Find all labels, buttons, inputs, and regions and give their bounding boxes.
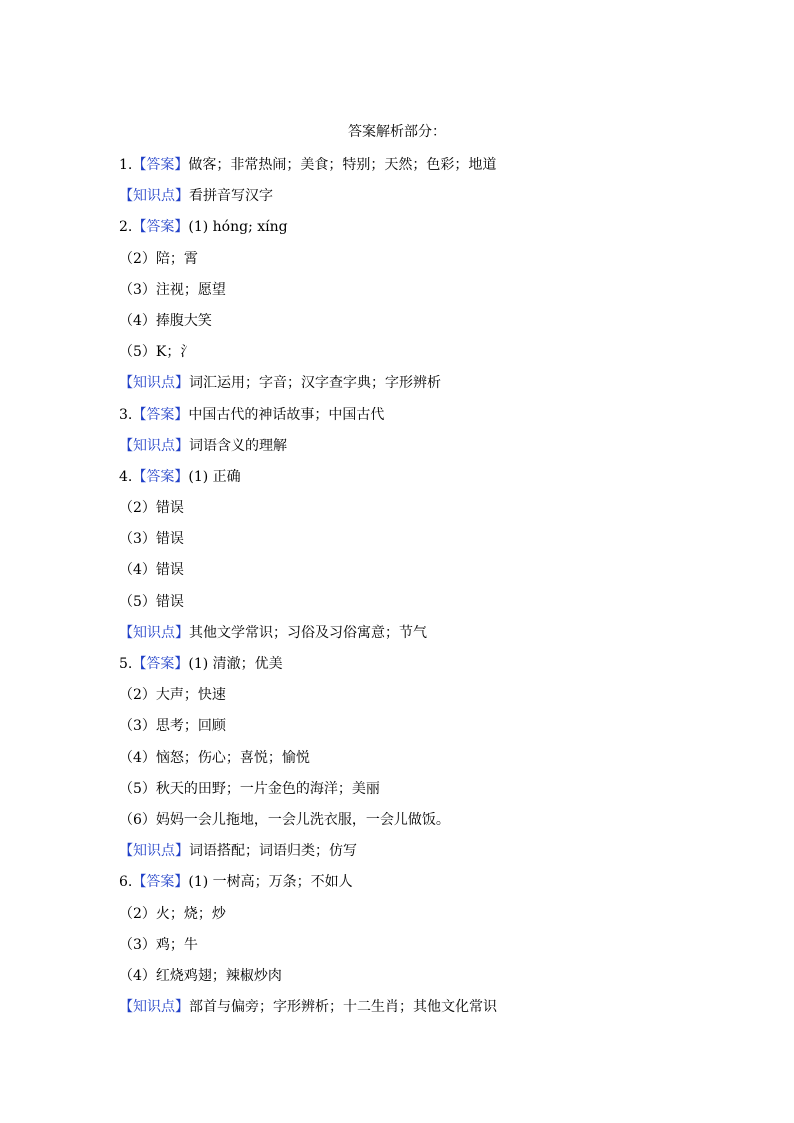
sub-answer-line: [119, 278, 719, 309]
line-text: 中国古代的神话故事；中国古代: [188, 406, 385, 423]
knowledge-line: [119, 434, 719, 465]
line-text: 部首与偏旁；字形辨析；十二生肖；其他文化常识: [189, 999, 497, 1016]
line-prefix: 3.: [119, 406, 133, 423]
knowledge-line: [119, 995, 719, 1026]
sub-answer-line: [119, 309, 719, 340]
line-text: （4）恼怒；伤心；喜悦；愉悦: [119, 749, 310, 766]
knowledge-tag: 【知识点】: [119, 188, 189, 205]
line-prefix: 1.: [119, 157, 133, 173]
line-text: （5）K；氵: [119, 344, 195, 361]
line-text: (1) 一树高；万条；不如人: [188, 874, 353, 891]
line-text: （2）火；烧；炒: [119, 905, 226, 922]
line-text: （3）鸡；牛: [119, 936, 198, 953]
sub-answer-line: [119, 714, 719, 745]
line-text: （2）大声；快速: [119, 687, 226, 704]
line-text: (1) hóng; xíng: [188, 219, 288, 236]
line-text: 词汇运用；字音；汉字查字典；字形辨析: [189, 375, 441, 392]
sub-answer-line: [119, 247, 719, 278]
line-prefix: 4.: [119, 468, 133, 485]
answer-list: [119, 153, 719, 1026]
knowledge-tag: 【知识点】: [119, 624, 189, 641]
answer-line: [119, 403, 719, 434]
knowledge-line: [119, 371, 719, 402]
line-text: 做客；非常热闹；美食；特别；天然；色彩；地道: [188, 157, 497, 173]
answer-tag: 【答案】: [132, 874, 189, 891]
line-text: （2）错误: [119, 500, 184, 517]
line-text: （3）注视；愿望: [119, 281, 226, 298]
line-text: 词语含义的理解: [189, 437, 287, 454]
answer-tag: 【答案】: [132, 219, 189, 236]
line-text: 看拼音写汉字: [189, 188, 273, 205]
line-text: （4）捧腹大笑: [119, 312, 212, 329]
line-text: （5）秋天的田野；一片金色的海洋；美丽: [119, 780, 380, 797]
line-text: （4）红烧鸡翅；辣椒炒肉: [119, 967, 282, 984]
line-text: （2）陪；霄: [119, 250, 198, 267]
line-text: （3）错误: [119, 531, 184, 548]
knowledge-tag: 【知识点】: [119, 843, 189, 860]
sub-answer-line: [119, 902, 719, 933]
answer-tag: 【答案】: [132, 406, 189, 423]
knowledge-line: [119, 184, 719, 215]
sub-answer-line: [119, 746, 719, 777]
knowledge-line: [119, 839, 719, 870]
line-text: （5）错误: [119, 593, 184, 610]
knowledge-line: [119, 621, 719, 652]
line-prefix: 6.: [119, 874, 133, 891]
sub-answer-line: [119, 808, 719, 839]
answer-line: [119, 870, 719, 901]
answer-line: [119, 215, 719, 246]
line-text: (1) 清澈；优美: [188, 656, 283, 672]
sub-answer-line: [119, 496, 719, 527]
knowledge-tag: 【知识点】: [119, 375, 189, 392]
line-prefix: 5.: [119, 656, 133, 672]
sub-answer-line: [119, 590, 719, 621]
knowledge-tag: 【知识点】: [119, 999, 189, 1016]
knowledge-tag: 【知识点】: [119, 437, 189, 454]
line-text: （3）思考；回顾: [119, 718, 226, 735]
line-text: (1) 正确: [188, 468, 241, 485]
sub-answer-line: [119, 964, 719, 995]
answer-line: [119, 153, 719, 184]
line-prefix: 2.: [119, 219, 133, 236]
answer-tag: 【答案】: [132, 157, 189, 173]
line-text: 词语搭配；词语归类；仿写: [189, 843, 357, 860]
answer-tag: 【答案】: [132, 656, 189, 672]
sub-answer-line: [119, 777, 719, 808]
line-text: 其他文学常识；习俗及习俗寓意；节气: [189, 624, 427, 641]
sub-answer-line: [119, 558, 719, 589]
sub-answer-line: [119, 527, 719, 558]
line-text: （6）妈妈一会儿拖地，一会儿洗衣服，一会儿做饭。: [119, 811, 450, 828]
page-title: 答案解析部分：: [348, 124, 446, 140]
sub-answer-line: [119, 340, 719, 371]
answer-line: [119, 652, 719, 683]
answer-tag: 【答案】: [132, 468, 189, 485]
line-text: （4）错误: [119, 562, 184, 579]
sub-answer-line: [119, 933, 719, 964]
answer-line: [119, 465, 719, 496]
sub-answer-line: [119, 683, 719, 714]
